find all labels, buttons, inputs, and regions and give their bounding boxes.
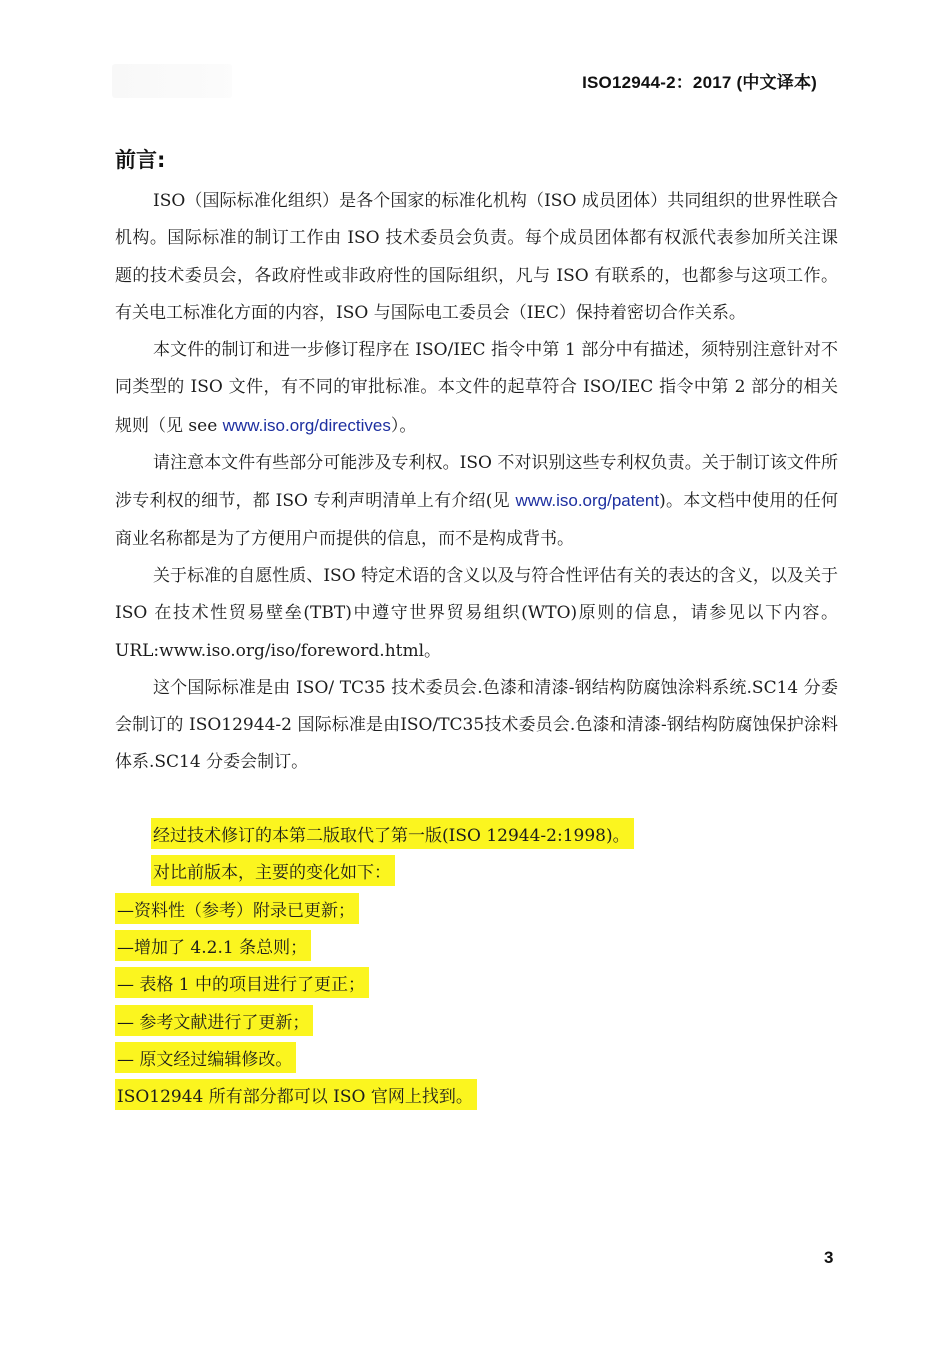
highlighted-text: — 原文经过编辑修改。	[115, 1042, 296, 1073]
paragraph-voluntary-nature	[115, 558, 838, 670]
directives-link[interactable]: www.iso.org/directives	[222, 415, 391, 435]
paragraph-text: )。本文档中使用的任何商业名称都是为了方便用户而提供的信息，而不是构成背书。	[115, 491, 838, 549]
highlighted-text: — 参考文献进行了更新；	[115, 1005, 313, 1036]
page-number: 3	[824, 1248, 834, 1267]
highlighted-text: — 表格 1 中的项目进行了更正；	[115, 967, 369, 998]
highlighted-text: ISO12944 所有部分都可以 ISO 官网上找到。	[115, 1079, 477, 1110]
highlighted-text: —资料性（参考）附录已更新；	[115, 893, 359, 924]
list-item	[115, 1039, 634, 1076]
paragraph-patents	[115, 445, 838, 558]
list-item	[115, 1076, 634, 1113]
list-item	[115, 890, 634, 927]
list-item	[115, 1001, 634, 1038]
paragraph-text: 这个国际标准是由 ISO/ TC35 技术委员会.色漆和清漆-钢结构防腐蚀涂料系统.SC14 分委会制订的 ISO12944-2 国际标准是由ISO/TC35技术委员会.色漆和清漆-钢结构防腐蚀保护涂料体系.SC14 分委会制订。	[115, 677, 838, 773]
paragraph-text: ISO（国际标准化组织）是各个国家的标准化机构（ISO 成员团体）共同组织的世界性联合机构。国际标准的制订工作由 ISO 技术委员会负责。每个成员团体都有权派代表参加所关注课题的技术委员会，各政府性或非政府性的国际组织，凡与 ISO 有联系的，也都参与这项工作。有关电工标准化方面的内容，ISO 与国际电工委员会（IEC）保持着密切合作关系。	[115, 191, 838, 323]
highlighted-text: 经过技术修订的本第二版取代了第一版(ISO 12944-2:1998)。	[151, 818, 634, 849]
foreword-body	[115, 183, 838, 782]
paragraph-iso-intro	[115, 183, 838, 332]
paragraph-text: 本文件的制订和进一步修订程序在 ISO/IEC 指令中第 1 部分中有描述，须特别注意针对不同类型的 ISO 文件，有不同的审批标准。本文件的起草符合 ISO/IEC 指令中第 2 部分的相关规则（见 see	[115, 340, 838, 436]
list-item	[115, 927, 634, 964]
highlighted-text: —增加了 4.2.1 条总则；	[115, 930, 311, 961]
paragraph-text: 请注意本文件有些部分可能涉及专利权。ISO 不对识别这些专利权负责。关于制订该文件所涉专利权的细节，都 ISO 专利声明清单上有介绍(见	[115, 453, 838, 512]
paragraph-text: 关于标准的自愿性质、ISO 特定术语的含义以及与符合性评估有关的表达的含义，以及关于 ISO 在技术性贸易壁垒(TBT)中遵守世界贸易组织(WTO)原则的信息，请参见以下内容。URL:www.iso.org/iso/foreword.html。	[115, 565, 838, 661]
document-id-header: ISO12944-2：2017 (中文译本)	[582, 73, 817, 92]
faint-logo-watermark	[112, 64, 232, 98]
list-item	[151, 815, 634, 852]
list-item	[151, 852, 634, 889]
paragraph-procedures	[115, 332, 838, 445]
list-item	[115, 964, 634, 1001]
foreword-heading: 前言:	[115, 148, 166, 172]
highlighted-changes	[115, 815, 634, 1113]
paragraph-text: ）。	[390, 415, 417, 436]
highlighted-text: 对比前版本，主要的变化如下：	[151, 855, 395, 886]
patent-link[interactable]: www.iso.org/patent	[515, 491, 660, 511]
paragraph-committee	[115, 670, 838, 782]
